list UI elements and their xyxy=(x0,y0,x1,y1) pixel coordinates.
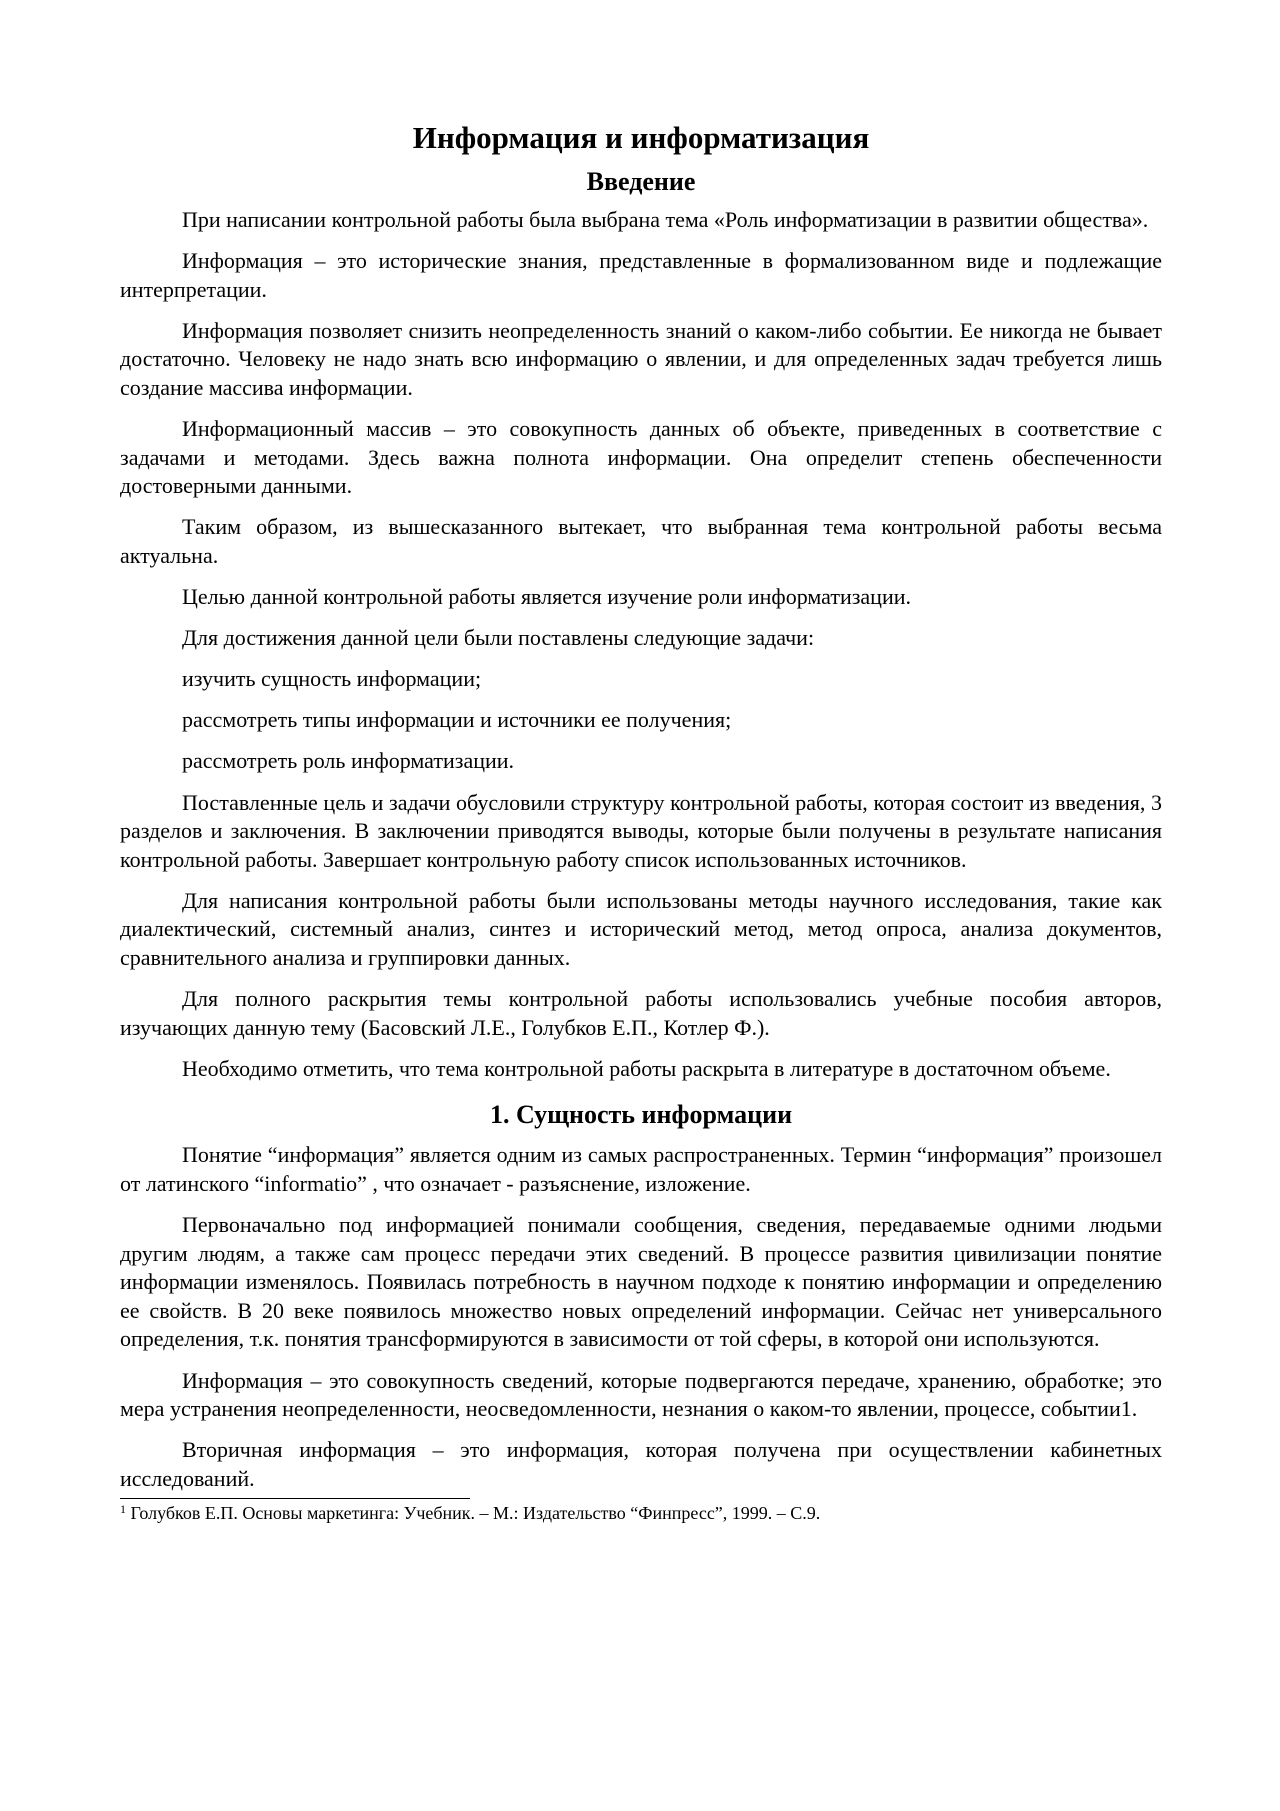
section-paragraph: Информация – это совокупность сведений, которые подвергаются передаче, хранению, обработке; это мера устранения неопределенности, неосведомленности, незнания о каком-то явлении, процессе, событии1. xyxy=(120,1367,1162,1422)
footnote xyxy=(120,1502,1162,1524)
intro-paragraph: Информационный массив – это совокупность данных об объекте, приведенных в соответствие с задачами и методами. Здесь важна полнота информации. Она определит степень обеспеченности достоверными данными. xyxy=(120,416,1162,499)
footnote-marker: 1 xyxy=(120,1501,126,1516)
task-item: изучить сущность информации; xyxy=(182,666,482,692)
document-title: Информация и информатизация xyxy=(412,120,870,155)
task-item: рассмотреть типы информации и источники ее получения; xyxy=(182,707,732,733)
intro-paragraph: Информация позволяет снизить неопределенность знаний о каком-либо событии. Ее никогда не бывает достаточно. Человеку не надо знать всю информацию о явлении, и для определенных задач требуется лишь создание массива информации. xyxy=(120,317,1162,400)
intro-heading: Введение xyxy=(586,167,696,196)
intro-paragraph: Для написания контрольной работы были использованы методы научного исследования, такие как диалектический, системный анализ, синтез и исторический метод, метод опроса, анализа документов, сравнительного анализа и группировки данных. xyxy=(120,887,1162,970)
intro-paragraph: Поставленные цель и задачи обусловили структуру контрольной работы, которая состоит из введения, 3 разделов и заключения. В заключении приводятся выводы, которые были получены в результате написания контрольной работы. Завершает контрольную работу список использованных источников. xyxy=(120,789,1162,872)
intro-paragraph: Таким образом, из вышесказанного вытекает, что выбранная тема контрольной работы весьма актуальна. xyxy=(120,514,1162,568)
section-paragraph: Первоначально под информацией понимали сообщения, сведения, передаваемые одними людьми другим людям, а также сам процесс передачи этих сведений. В процессе развития цивилизации понятие информации изменялось. Появилась потребность в научном подходе к понятию информации и определению ее свойств. В 20 веке появилось множество новых определений информации. Сейчас нет универсального определения, т.к. понятия трансформируются в зависимости от той сферы, в которой они используются. xyxy=(120,1212,1162,1352)
document-page xyxy=(120,118,1162,1524)
task-item: рассмотреть роль информатизации. xyxy=(182,748,515,774)
intro-paragraph: Для полного раскрытия темы контрольной работы использовались учебные пособия авторов, изучающих данную тему (Басовский Л.Е., Голубков Е.П., Котлер Ф.). xyxy=(120,986,1162,1040)
intro-paragraph: При написании контрольной работы была выбрана тема «Роль информатизации в развитии общества». xyxy=(182,207,1149,232)
footnote-text: Голубков Е.П. Основы маркетинга: Учебник. – М.: Издательство “Финпресс”, 1999. – С.9. xyxy=(126,1502,821,1523)
section-paragraph: Понятие “информация” является одним из самых распространенных. Термин “информация” произошел от латинского “informatio” , что означает - разъяснение, изложение. xyxy=(120,1142,1162,1196)
footnote-separator xyxy=(120,1498,470,1499)
intro-paragraph: Для достижения данной цели были поставлены следующие задачи: xyxy=(182,625,815,651)
intro-paragraph: Целью данной контрольной работы является изучение роли информатизации. xyxy=(182,584,911,610)
intro-paragraph: Необходимо отметить, что тема контрольной работы раскрыта в литературе в достаточном объеме. xyxy=(182,1055,1111,1081)
section-paragraph: Вторичная информация – это информация, которая получена при осуществлении кабинетных исследований. xyxy=(120,1437,1162,1491)
intro-paragraph: Информация – это исторические знания, представленные в формализованном виде и подлежащие интерпретации. xyxy=(120,248,1162,302)
section-heading: 1. Сущность информации xyxy=(489,1100,793,1130)
